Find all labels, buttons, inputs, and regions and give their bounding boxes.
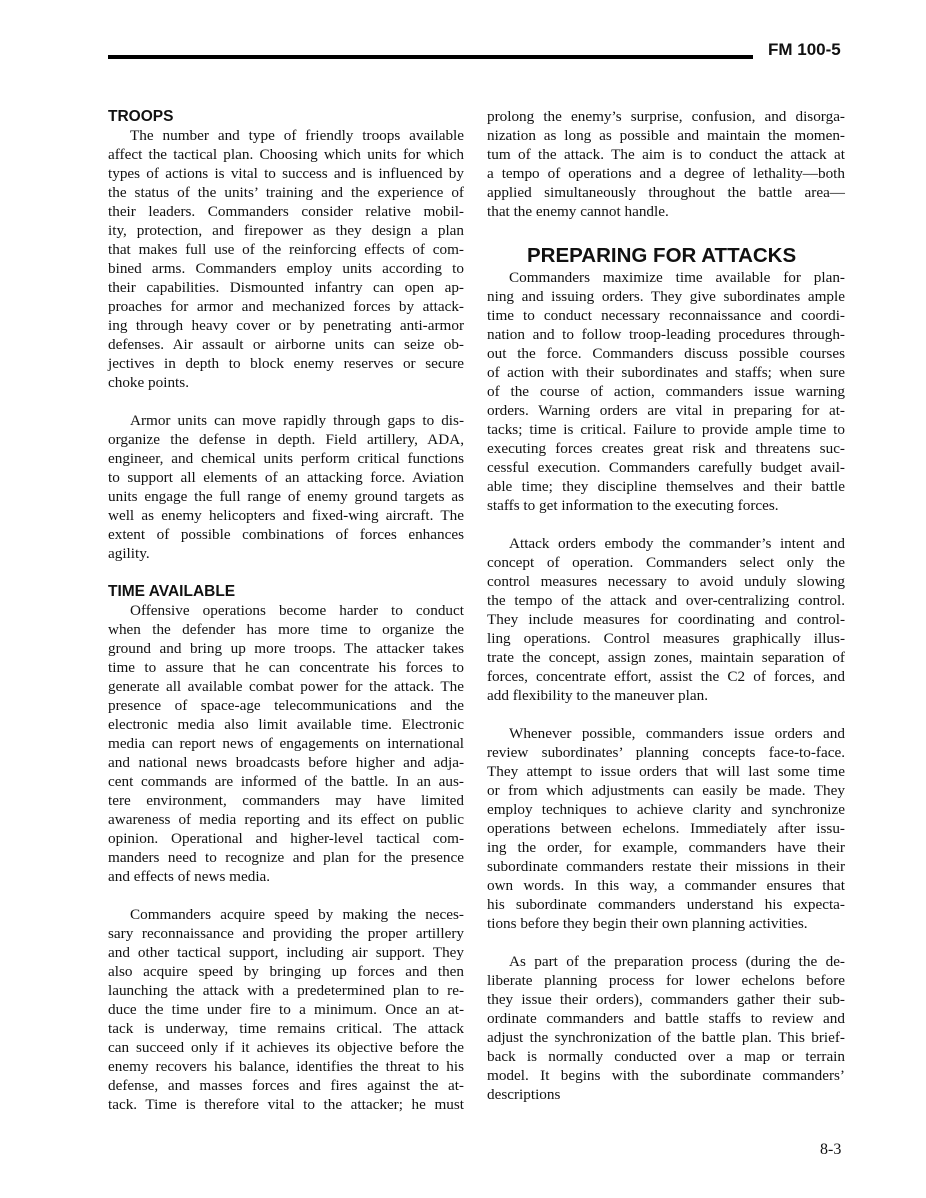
text-line: As part of the preparation process (during the de-	[509, 953, 845, 970]
text-line: tere environment, commanders may have limited	[108, 792, 464, 809]
text-line: awareness of media reporting and its effect on public	[108, 811, 464, 828]
text-line: agility.	[108, 545, 150, 562]
text-line: subordinate commanders restate their missions in their	[487, 858, 845, 875]
right-column	[487, 107, 845, 1104]
text-line: and national news broadcasts before higher and adja-	[108, 754, 464, 771]
text-line: that the enemy cannot handle.	[487, 203, 669, 220]
text-line: forces, concentrate effort, assist the C2 of forces, and	[487, 668, 845, 685]
text-line: and other tactical support, including air support. They	[108, 944, 464, 961]
text-line: applied simultaneously throughout the battle area—	[487, 184, 845, 201]
text-line: defense, and masses forces and fires against the at-	[108, 1077, 464, 1094]
text-line: ing the order, for example, commanders have their	[487, 839, 845, 856]
paragraph	[108, 411, 464, 563]
text-line: Attack orders embody the commander’s intent and	[509, 535, 845, 552]
subsection-heading: TIME AVAILABLE	[108, 583, 236, 600]
text-line: descriptions	[487, 1086, 561, 1103]
text-line: control measures necessary to avoid unduly slowing	[487, 573, 845, 590]
text-line: organize the defense in depth. Field artillery, ADA,	[108, 431, 464, 448]
text-line: Whenever possible, commanders issue orders and	[509, 725, 845, 742]
paragraph	[487, 107, 845, 221]
text-line: add flexibility to the maneuver plan.	[487, 687, 708, 704]
text-line: prolong the enemy’s surprise, confusion, and disorga-	[487, 108, 845, 125]
text-line: their capabilities. Dismounted infantry can open ap-	[108, 279, 464, 296]
text-line: orders. Warning orders are vital in preparing for at-	[487, 402, 845, 419]
text-line: of action with their subordinates and staffs; when sure	[487, 364, 845, 381]
text-line: They include measures for coordinating and control-	[487, 611, 845, 628]
text-line: adjust the synchronization of the battle plan. This brief-	[487, 1029, 845, 1046]
manual-title: FM 100-5	[768, 40, 841, 59]
text-line: the tempo of the attack and over-centralizing control.	[487, 592, 845, 609]
text-line: the status of the units’ training and the experience of	[108, 184, 464, 201]
text-line: defenses. Air assault or airborne units can seize ob-	[108, 336, 464, 353]
text-line: electronic media also limit available time. Electronic	[108, 716, 464, 733]
text-line: manders need to recognize and plan for the presence	[108, 849, 464, 866]
text-line: ning and issuing orders. They give subordinates ample	[487, 288, 845, 305]
text-line: tack. Time is therefore vital to the attacker; he must	[108, 1096, 464, 1113]
text-line: extent of possible combinations of forces enhances	[108, 526, 464, 543]
left-column	[108, 107, 464, 1114]
text-line: able time; they discipline themselves and their battle	[487, 478, 845, 495]
text-line: employ techniques to achieve clarity and synchronize	[487, 801, 845, 818]
text-line: a tempo of operations and a degree of lethality—both	[487, 165, 845, 182]
text-line: cent commands are informed of the battle. In an aus-	[108, 773, 464, 790]
paragraph	[487, 724, 845, 933]
paragraph	[108, 126, 464, 392]
text-line: back is normally conducted over a map or terrain	[487, 1048, 845, 1065]
text-line: opinion. Operational and higher-level tactical com-	[108, 830, 464, 847]
text-line: The number and type of friendly troops available	[130, 127, 464, 144]
paragraph	[487, 534, 845, 705]
text-line: nization as long as possible and maintain the momen-	[487, 127, 845, 144]
text-line: trate the concept, assign zones, maintain separation of	[487, 649, 845, 666]
text-line: generate all available combat power for the attack. The	[108, 678, 464, 695]
header-rule	[108, 55, 753, 59]
text-line: ing through heavy cover or by penetrating anti-armor	[108, 317, 464, 334]
paragraph-spacer	[487, 515, 845, 534]
text-line: out the force. Commanders discuss possible courses	[487, 345, 845, 362]
text-line: operations between echelons. Immediately after issu-	[487, 820, 845, 837]
text-line: engineer, and chemical units perform critical functions	[108, 450, 464, 467]
text-line: his subordinate commanders understand his expecta-	[487, 896, 845, 913]
text-line: sary reconnaissance and providing the proper artillery	[108, 925, 464, 942]
paragraph	[108, 905, 464, 1114]
text-line: Offensive operations become harder to conduct	[130, 602, 464, 619]
text-line: well as enemy helicopters and fixed-wing aircraft. The	[108, 507, 464, 524]
text-line: liberate planning process for lower echelons before	[487, 972, 845, 989]
text-line: concept of operation. Commanders select only the	[487, 554, 845, 571]
paragraph	[487, 952, 845, 1104]
text-line: enemy recovers his balance, identifies the threat to his	[108, 1058, 464, 1075]
text-line: cessful execution. Commanders carefully budget avail-	[487, 459, 845, 476]
text-line: duce the time under fire to a minimum. Once an at-	[108, 1001, 464, 1018]
paragraph-spacer	[108, 563, 464, 582]
text-line: ground and bring up more troops. The attacker takes	[108, 640, 464, 657]
text-line: when the defender has more time to organize the	[108, 621, 464, 638]
text-line: tum of the attack. The aim is to conduct the attack at	[487, 146, 845, 163]
text-line: to support all elements of an attacking force. Aviation	[108, 469, 464, 486]
text-line: executing forces creates great risk and threatens suc-	[487, 440, 845, 457]
text-line: ity, protection, and firepower as they design a plan	[108, 222, 464, 239]
text-line: tacks; time is critical. Failure to provide ample time to	[487, 421, 845, 438]
text-line: launching the attack with a predetermined plan to re-	[108, 982, 464, 999]
paragraph	[108, 601, 464, 886]
text-line: time to assure that he can concentrate his forces to	[108, 659, 464, 676]
text-line: that makes full use of the reinforcing effects of com-	[108, 241, 464, 258]
text-line: Armor units can move rapidly through gaps to dis-	[130, 412, 464, 429]
subsection-heading: TROOPS	[108, 108, 174, 125]
text-line: units engage the full range of enemy ground targets as	[108, 488, 464, 505]
text-line: media can report news of engagements on international	[108, 735, 464, 752]
text-line: ordinate commanders and battle staffs to review and	[487, 1010, 845, 1027]
paragraph-spacer	[487, 933, 845, 952]
text-line: jectives in depth to block enemy reserves or secure	[108, 355, 464, 372]
text-line: they issue their orders), commanders gather their sub-	[487, 991, 845, 1008]
text-line: choke points.	[108, 374, 189, 391]
text-line: affect the tactical plan. Choosing which units for which	[108, 146, 464, 163]
text-line: also acquire speed by bringing up forces and then	[108, 963, 464, 980]
text-line: model. It begins with the subordinate commanders’	[487, 1067, 845, 1084]
text-line: nation and to follow troop-leading procedures through-	[487, 326, 845, 343]
paragraph-spacer	[108, 886, 464, 905]
text-line: and effects of news media.	[108, 868, 271, 885]
text-line: tions before they begin their own planning activities.	[487, 915, 808, 932]
text-line: bined arms. Commanders employ units according to	[108, 260, 464, 277]
text-line: staffs to get information to the executing forces.	[487, 497, 779, 514]
text-line: Commanders acquire speed by making the neces-	[130, 906, 464, 923]
paragraph-spacer	[487, 705, 845, 724]
text-line: proaches for armor and mechanized forces by attack-	[108, 298, 464, 315]
text-line: ling operations. Control measures graphically illus-	[487, 630, 845, 647]
text-line: time to conduct necessary reconnaissance and coordi-	[487, 307, 845, 324]
text-line: Commanders maximize time available for plan-	[509, 269, 845, 286]
text-line: tack is underway, time remains critical. The attack	[108, 1020, 464, 1037]
text-line: own words. In this way, a commander ensures that	[487, 877, 845, 894]
page-number: 8-3	[820, 1141, 842, 1158]
text-line: their leaders. Commanders consider relative mobil-	[108, 203, 464, 220]
text-line: review subordinates’ planning concepts face-to-face.	[487, 744, 845, 761]
text-line: can succeed only if it achieves its objective before the	[108, 1039, 464, 1056]
text-line: They attempt to issue orders that will last some time	[487, 763, 845, 780]
text-line: or from which adjustments can easily be made. They	[487, 782, 845, 799]
paragraph	[487, 268, 845, 515]
text-line: types of actions is vital to success and is influenced by	[108, 165, 464, 182]
section-heading: PREPARING FOR ATTACKS	[527, 244, 797, 267]
text-line: presence of space-age telecommunications and the	[108, 697, 464, 714]
paragraph-spacer	[108, 392, 464, 411]
text-line: of the course of action, commanders issue warning	[487, 383, 845, 400]
